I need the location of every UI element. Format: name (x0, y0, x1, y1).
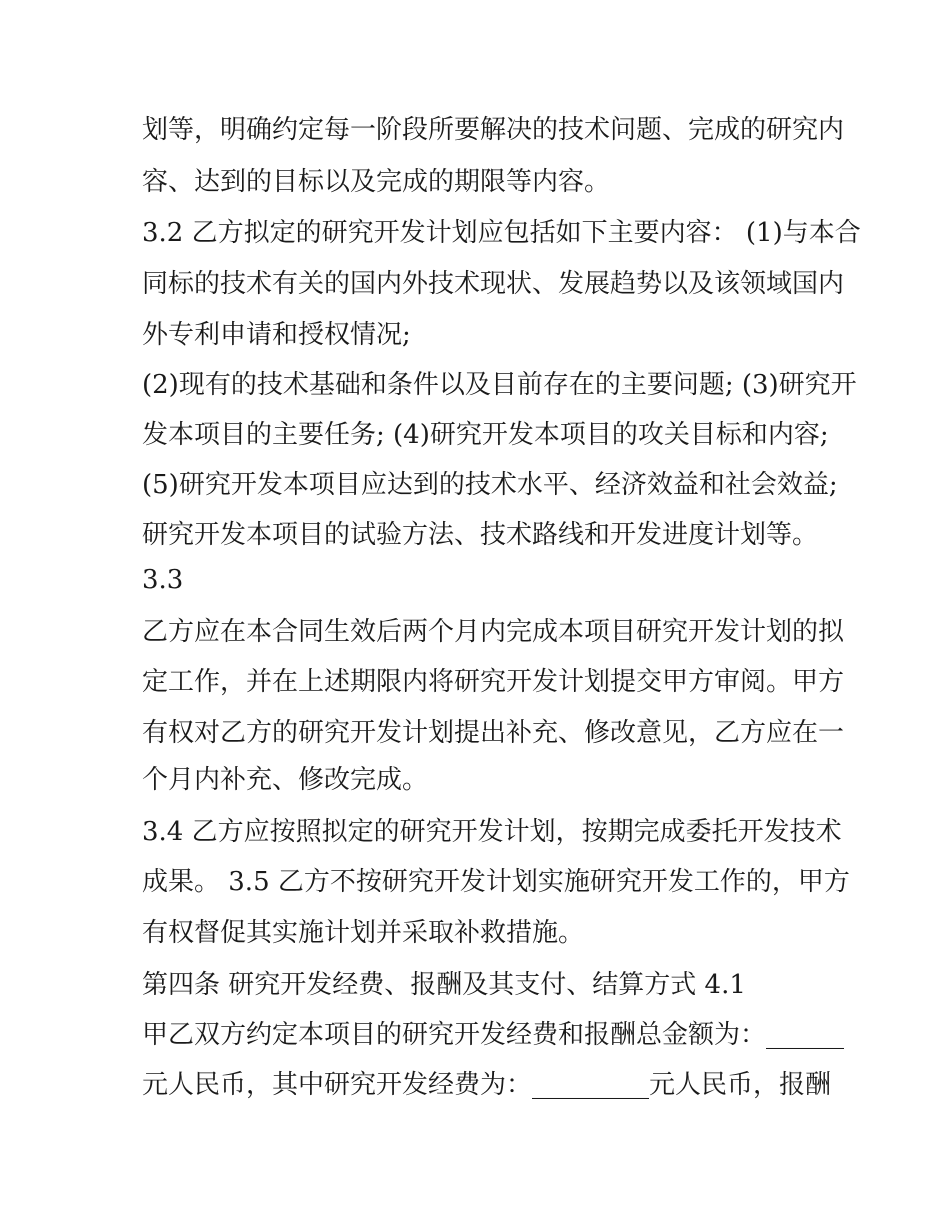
text-line: 甲乙双方约定本项目的研究开发经费和报酬总金额为：______ (142, 1020, 845, 1050)
text-line: 有权对乙方的研究开发计划提出补充、修改意见，乙方应在一 (142, 718, 845, 748)
text-line: 乙方应在本合同生效后两个月内完成本项目研究开发计划的拟 (142, 617, 845, 647)
text-line: 有权督促其实施计划并采取补救措施。 (142, 918, 585, 948)
text-line: (5)研究开发本项目应达到的技术水平、经济效益和社会效益; (142, 470, 838, 500)
text-line: 个月内补充、修改完成。 (142, 765, 429, 795)
text-line: 研究开发本项目的试验方法、技术路线和开发进度计划等。 (142, 520, 819, 550)
text-line: 定工作，并在上述期限内将研究开发计划提交甲方审阅。甲方 (142, 667, 845, 697)
text-line: 元人民币，其中研究开发经费为：_________元人民币，报酬 (142, 1070, 832, 1100)
text-line: 发本项目的主要任务; (4)研究开发本项目的攻关目标和内容; (142, 420, 829, 450)
text-line: 划等，明确约定每一阶段所要解决的技术问题、完成的研究内 (142, 115, 845, 145)
text-line: 容、达到的目标以及完成的期限等内容。 (142, 167, 611, 197)
article-heading: 第四条 研究开发经费、报酬及其支付、结算方式 4.1 (142, 970, 746, 1000)
section-number: 3.3 (142, 565, 184, 595)
text-line: (2)现有的技术基础和条件以及目前存在的主要问题; (3)研究开 (142, 370, 857, 400)
text-line: 外专利申请和授权情况; (142, 320, 411, 350)
text-line: 3.2 乙方拟定的研究开发计划应包括如下主要内容： (1)与本合 (142, 218, 861, 248)
text-line: 3.4 乙方应按照拟定的研究开发计划，按期完成委托开发技术 (142, 817, 842, 847)
text-line: 同标的技术有关的国内外技术现状、发展趋势以及该领域国内 (142, 269, 845, 299)
text-line: 成果。 3.5 乙方不按研究开发计划实施研究开发工作的，甲方 (142, 867, 850, 897)
